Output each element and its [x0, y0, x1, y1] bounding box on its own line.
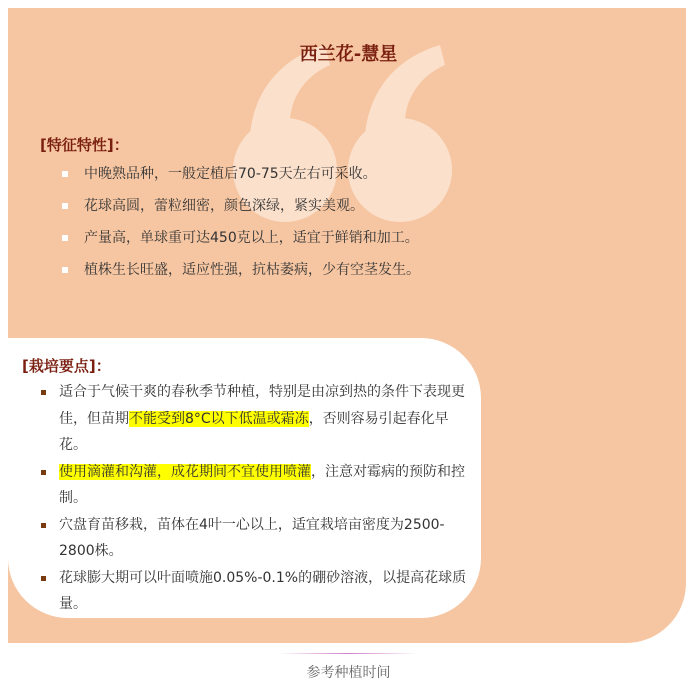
cultivation-heading: [栽培要点]： [22, 357, 111, 375]
list-item [40, 512, 472, 565]
features-heading: [特征特性]： [40, 136, 129, 154]
tip-text: ，注意对霉病的预防和控制。 [59, 463, 465, 506]
tip-text: ，否则容易引起春化早花。 [59, 410, 449, 453]
tip-text: 适合于气候干爽的春秋季节种植，特别是由凉到热的条件下表现更佳，但苗期 [59, 384, 465, 427]
tip-text: 花球膨大期可以叶面喷施0.05%-0.1%的硼砂溶液，以提高花球质量。 [59, 569, 467, 612]
list-item [40, 565, 472, 618]
divider [278, 653, 418, 654]
cultivation-list [40, 379, 472, 618]
page-title: 西兰花-慧星 [299, 44, 398, 65]
list-item: 产量高，单球重可达450克以上，适宜于鲜销和加工。 [62, 227, 522, 259]
list-item: 中晚熟品种，一般定植后70-75天左右可采收。 [62, 163, 522, 195]
tip-text: 穴盘育苗移栽，苗体在4叶一心以上，适宜栽培亩密度为2500-2800株。 [59, 516, 445, 559]
list-item [40, 459, 472, 512]
list-item: 植株生长旺盛，适应性强，抗枯萎病，少有空茎发生。 [62, 259, 522, 291]
list-item: 花球高圆，蕾粒细密，颜色深绿，紧实美观。 [62, 195, 522, 227]
highlighted-text: 不能受到8°C以下低温或霜冻 [129, 410, 309, 427]
features-list [62, 163, 522, 291]
list-item [40, 379, 472, 459]
planting-time-link[interactable]: 参考种植时间 [306, 665, 391, 681]
highlighted-text: 使用滴灌和沟灌，成花期间不宜使用喷灌 [59, 463, 311, 480]
